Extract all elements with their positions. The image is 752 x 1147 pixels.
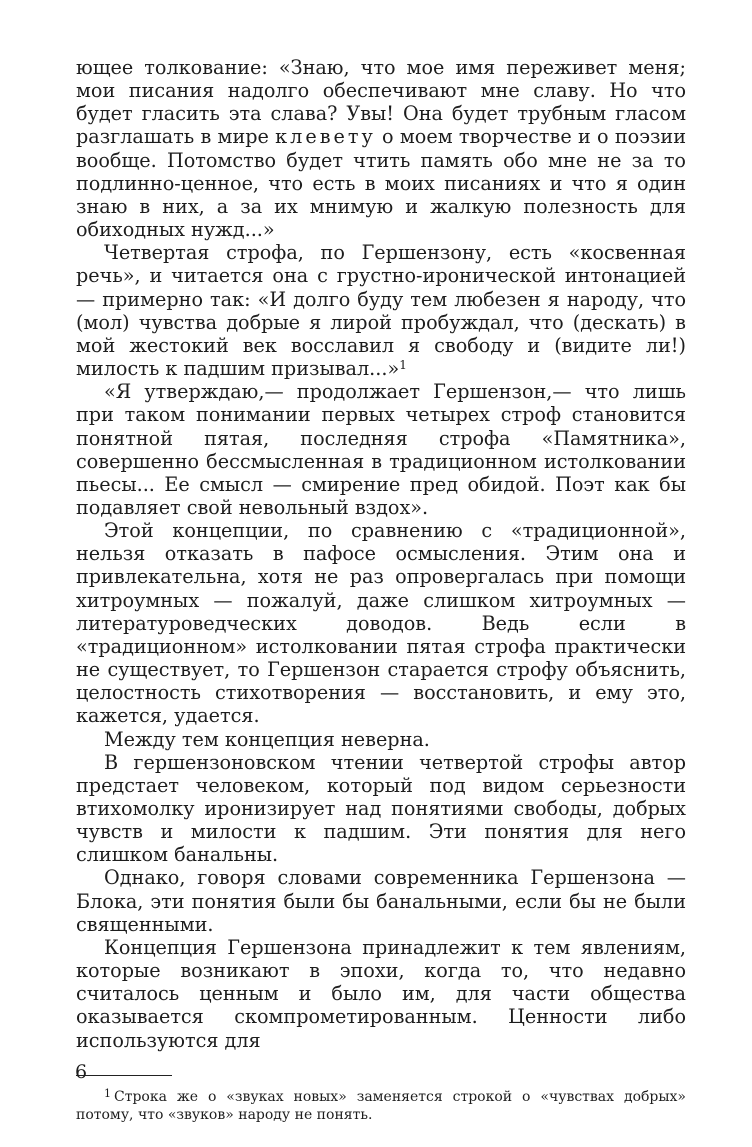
page <box>76 56 686 1124</box>
spaced-word: клевету <box>275 125 376 149</box>
footnote-text: Строка же о «звуках новых» заменяется строкой о «чувствах добрых» потому, что «звуков» народу не понять. <box>76 1088 686 1123</box>
footnote-reference: 1 <box>399 358 407 373</box>
page-number: 6 <box>75 1061 88 1083</box>
paragraph-1-text: ющее толкование: «Знаю, что мое имя переживет меня; мои писания надолго обеспечивают мне славу. Но что будет гласить эта слава? Увы! Она будет трубным гласом разглашать в мире <box>76 56 686 149</box>
paragraph-6: В гершензоновском чтении четвертой строфы автор предстает человеком, который под видом серьезности втихомолку иронизирует над понятиями свободы, добрых чувств и милости к падшим. Эти понятия для него слишком банальны. <box>76 750 686 867</box>
paragraph-2 <box>76 241 686 380</box>
paragraph-7: Однако, говоря словами современника Гершензона — Блока, эти понятия были бы банальными, если бы не были священными. <box>76 866 686 936</box>
paragraph-1 <box>76 56 686 241</box>
paragraph-2-text: Четвертая строфа, по Гершензону, есть «косвенная речь», и читается она с грустно-иронической интонацией — примерно так: «И долго буду тем любезен я народу, что (мол) чувства добрые я лирой пробуждал, что (дескать) в мой жестокий век восславил я свободу и (видите ли!) милость к падшим призывал...» <box>76 241 686 381</box>
paragraph-3: «Я утверждаю,— продолжает Гершензон,— что лишь при таком понимании первых четырех строф становится понятной пятая, последняя строфа «Памятника», совершенно бессмысленная в традиционном истолковании пьесы... Ее смысл — смирение пред обидой. Поэт как бы подавляет свой невольный вздох». <box>76 380 686 519</box>
footnote-number: 1 <box>104 1086 111 1100</box>
paragraph-1-text-end: о моем творчестве и о поэзии вообще. Потомство будет чтить память обо мне не за то подлинно-ценное, что есть в моих писаниях и что я один знаю в них, а за их мнимую и жалкую полезность для обиходных нужд...» <box>76 125 686 242</box>
paragraph-4: Этой концепции, по сравнению с «традиционной», нельзя отказать в пафосе осмысления. Этим она и привлекательна, хотя не раз опровергалась при помощи хитроумных — пожалуй, даже слишком хитроумных — литературоведческих доводов. Ведь если в «традиционном» истолковании пятая строфа практически не существует, то Гершензон старается строфу объяснить, целостность стихотворения — восстановить, и ему это, кажется, удается. <box>76 519 686 728</box>
footnote-divider <box>76 1075 172 1076</box>
body-text <box>76 56 686 1052</box>
footnote <box>76 1085 686 1124</box>
paragraph-8: Концепция Гершензона принадлежит к тем явлениям, которые возникают в эпохи, когда то, что недавно считалось ценным и было им, для части общества оказывается скомпрометированным. Ценности либо используются для <box>76 935 686 1052</box>
paragraph-5: Между тем концепция неверна. <box>104 727 430 751</box>
